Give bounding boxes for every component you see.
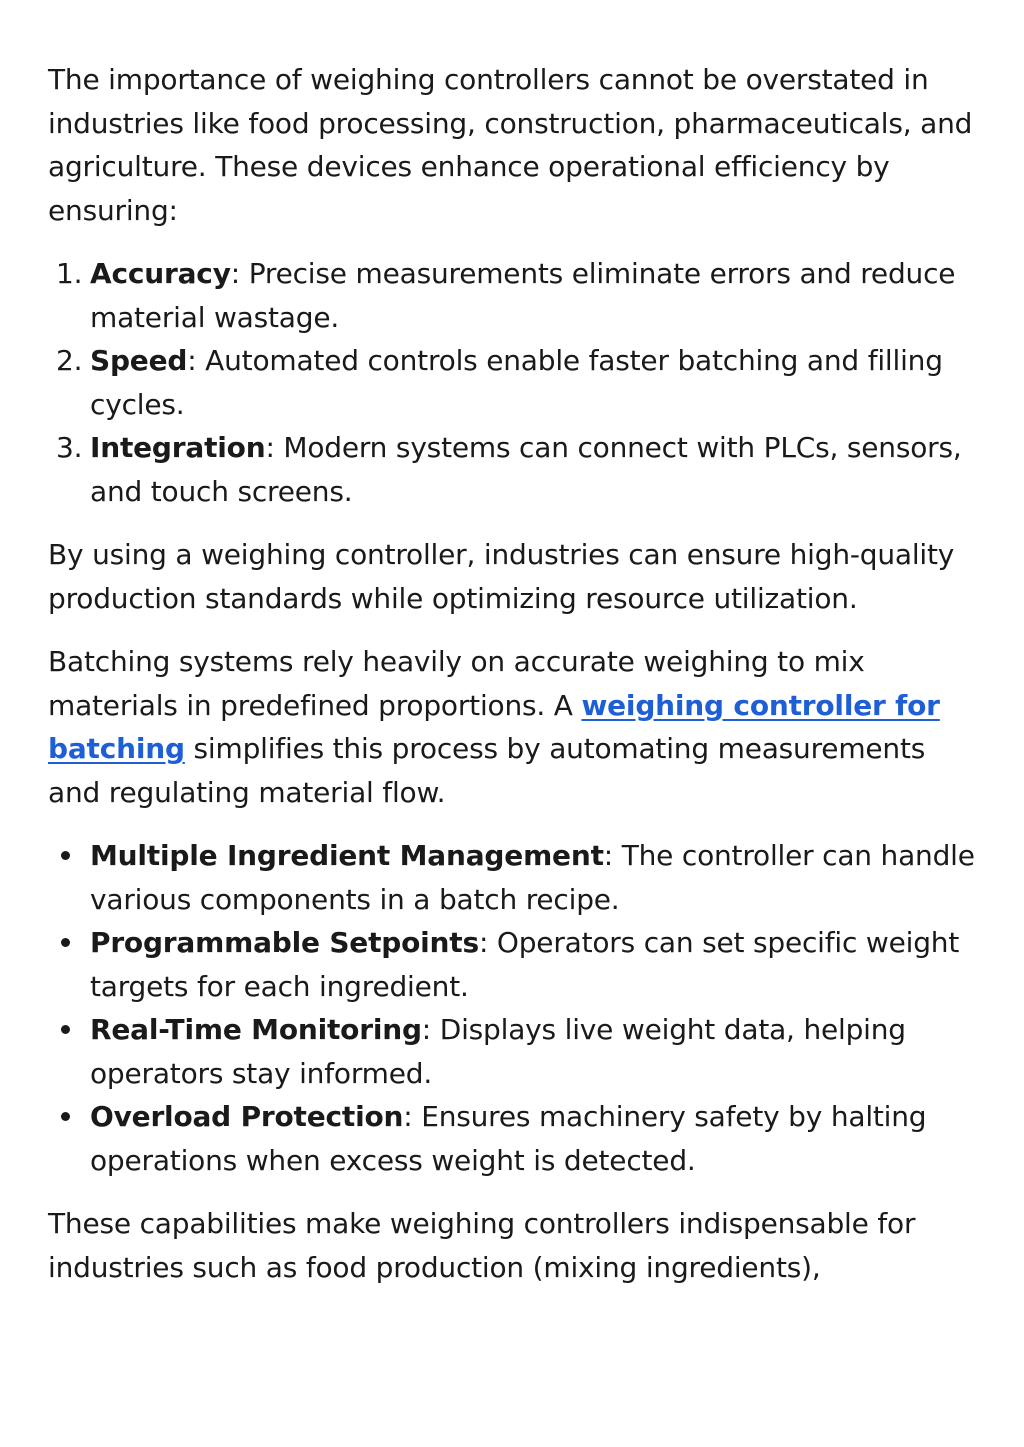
batching-text-before: Batching systems rely heavily on accurate weighing to mix materials in predefined proportions. A bbox=[48, 645, 865, 722]
list-item-desc: : Precise measurements eliminate errors and reduce material wastage. bbox=[90, 257, 956, 334]
features-list bbox=[48, 834, 978, 1182]
batching-paragraph bbox=[48, 640, 978, 814]
list-item-term: Overload Protection bbox=[90, 1100, 404, 1133]
summary-paragraph: By using a weighing controller, industries can ensure high-quality production standards while optimizing resource utilization. bbox=[48, 538, 955, 615]
list-item bbox=[48, 426, 978, 513]
list-item bbox=[48, 1008, 978, 1095]
bullet-icon bbox=[61, 1112, 70, 1121]
list-item-desc: : Ensures machinery safety by halting operations when excess weight is detected. bbox=[90, 1100, 927, 1177]
list-item-desc: : The controller can handle various components in a batch recipe. bbox=[90, 839, 975, 916]
list-item-term: Real-Time Monitoring bbox=[90, 1013, 422, 1046]
bullet-icon bbox=[61, 851, 70, 860]
list-item-term: Speed bbox=[90, 344, 188, 377]
bullet-icon bbox=[61, 938, 70, 947]
weighing-controller-link[interactable]: weighing controller for batching bbox=[48, 688, 940, 765]
bullet-icon bbox=[61, 1025, 70, 1034]
list-item-desc: : Operators can set specific weight targets for each ingredient. bbox=[90, 926, 960, 1003]
list-item-term: Accuracy bbox=[90, 257, 231, 290]
list-item-term: Multiple Ingredient Management bbox=[90, 839, 604, 872]
list-item bbox=[48, 921, 978, 1008]
list-item-desc: : Displays live weight data, helping operators stay informed. bbox=[90, 1013, 906, 1090]
list-item bbox=[48, 252, 978, 339]
closing-paragraph: These capabilities make weighing controllers indispensable for industries such as food production (mixing ingredients), bbox=[48, 1207, 916, 1284]
batching-text-after: simplifies this process by automating measurements and regulating material flow. bbox=[48, 732, 926, 809]
list-item-term: Integration bbox=[90, 431, 266, 464]
list-item-term: Programmable Setpoints bbox=[90, 926, 479, 959]
list-number: 1. bbox=[56, 257, 83, 290]
list-item bbox=[48, 834, 978, 921]
list-item bbox=[48, 1095, 978, 1182]
intro-paragraph: The importance of weighing controllers cannot be overstated in industries like food processing, construction, pharmaceuticals, and agriculture. These devices enhance operational efficiency by ensuring: bbox=[48, 63, 973, 227]
list-number: 3. bbox=[56, 431, 83, 464]
list-number: 2. bbox=[56, 344, 83, 377]
list-item bbox=[48, 339, 978, 426]
list-item-desc: : Automated controls enable faster batching and filling cycles. bbox=[90, 344, 943, 421]
benefits-list bbox=[48, 252, 978, 513]
list-item-desc: : Modern systems can connect with PLCs, sensors, and touch screens. bbox=[90, 431, 962, 508]
